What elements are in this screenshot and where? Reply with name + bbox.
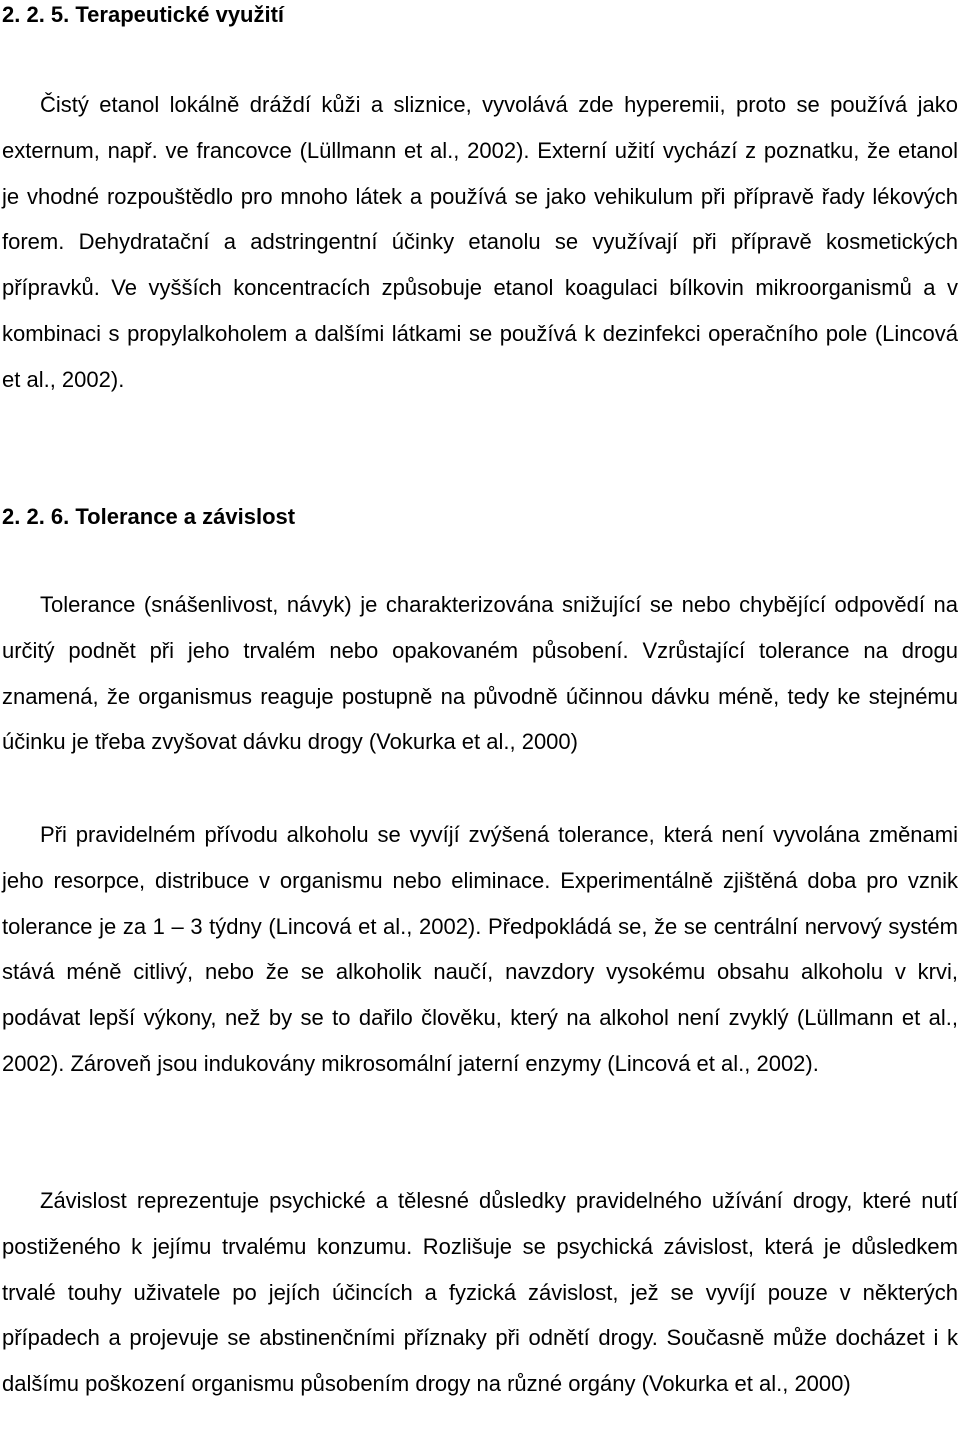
paragraph-alcohol-tolerance: Při pravidelném přívodu alkoholu se vyvíjí zvýšená tolerance, která není vyvolána změnami jeho resorpce, distribuce v organismu nebo eliminace. Experimentálně zjištěná doba pro vznik tolerance je za 1 – 3 týdny (Lincová et al., 2002). Předpokládá se, že se centrální nervový systém stává méně citlivý, nebo že se alkoholik naučí, navzdory vysokému obsahu alkoholu v krvi, podávat lepší výkony, než by se to dařilo člověku, který na alkohol není zvyklý (Lüllmann et al., 2002). Zároveň jsou indukovány mikrosomální jaterní enzymy (Lincová et al., 2002). bbox=[2, 822, 958, 1076]
paragraph-zavislost: Závislost reprezentuje psychické a tělesné důsledky pravidelného užívání drogy, které nutí postiženého k jejímu trvalému konzumu. Rozlišuje se psychická závislost, která je důsledkem trvalé touhy uživatele po jejích účincích a fyzická závislost, jež se vyvíjí pouze v některých případech a projevuje se abstinenčními příznaky při odnětí drogy. Současně může docházet i k dalšímu poškození organismu působením drogy na různé orgány (Vokurka et al., 2000) bbox=[2, 1188, 958, 1397]
section-heading-tolerance-a-zavislost: 2. 2. 6. Tolerance a závislost bbox=[2, 504, 296, 529]
section-heading-terapeuticke-vyuziti: 2. 2. 5. Terapeutické využití bbox=[2, 2, 285, 27]
paragraph-tolerance-definition: Tolerance (snášenlivost, návyk) je charakterizována snižující se nebo chybějící odpovědí na určitý podnět při jeho trvalém nebo opakovaném působení. Vzrůstající tolerance na drogu znamená, že organismus reaguje postupně na původně účinnou dávku méně, tedy ke stejnému účinku je třeba zvyšovat dávku drogy (Vokurka et al., 2000) bbox=[2, 592, 958, 755]
paragraph-terapeuticke-vyuziti: Čistý etanol lokálně dráždí kůži a sliznice, vyvolává zde hyperemii, proto se používá jako externum, např. ve francovce (Lüllmann et al., 2002). Externí užití vychází z poznatku, že etanol je vhodné rozpouštědlo pro mnoho látek a používá se jako vehikulum při přípravě řady lékových forem. Dehydratační a adstringentní účinky etanolu se využívají při přípravě kosmetických přípravků. Ve vyšších koncentracích způsobuje etanol koagulaci bílkovin mikroorganismů a v kombinaci s propylalkoholem a dalšími látkami se používá k dezinfekci operačního pole (Lincová et al., 2002). bbox=[2, 92, 958, 392]
